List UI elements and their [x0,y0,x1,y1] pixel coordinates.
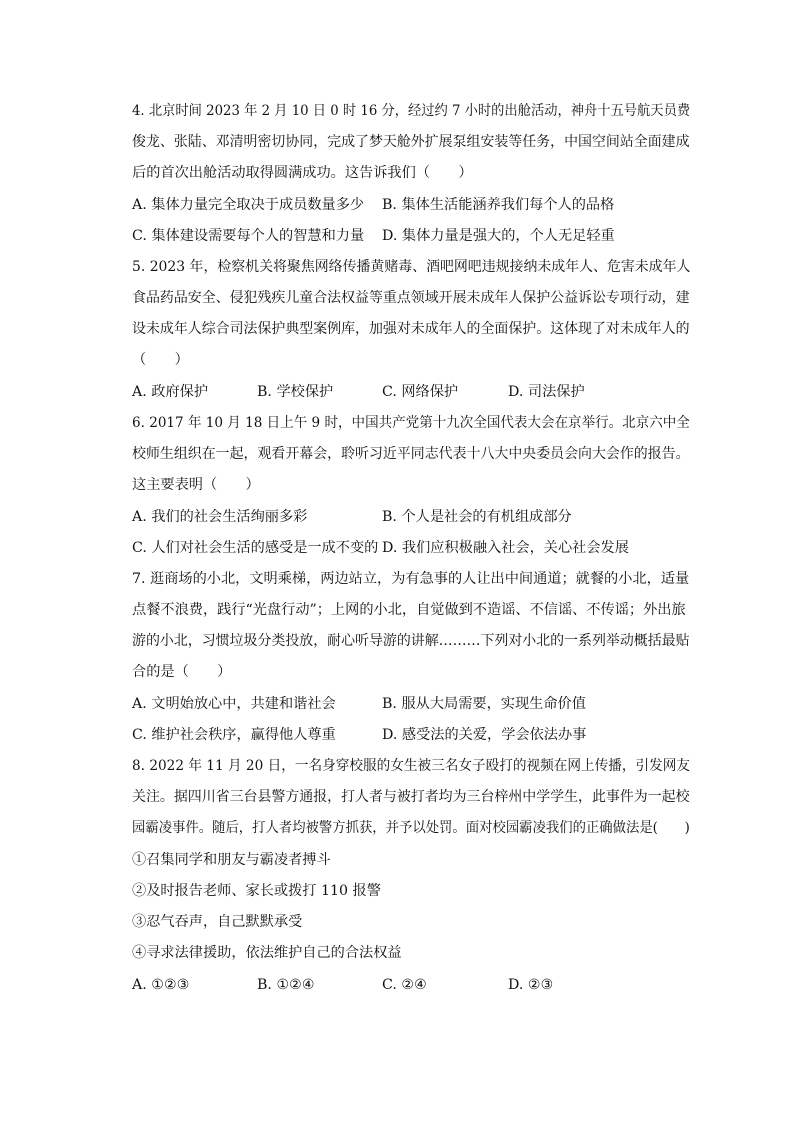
question-7-line-3: 游的小北，习惯垃圾分类投放，耐心听导游的讲解………下列对小北的一系列举动概括最贴 [132,633,690,649]
question-4-line-3: 后的首次出舱活动取得圆满成功。这告诉我们（ ） [132,165,473,181]
question-8-option-b: B. ①②④ [257,977,315,993]
question-8-option-d: D. ②③ [508,977,554,993]
question-7-option-a: A. 文明始放心中，共建和谐社会 [132,696,336,712]
question-8-option-a: A. ①②③ [132,977,190,993]
question-6-line-2: 校师生组织在一起，观看开幕会，聆听习近平同志代表十八大中央委员会向大会作的报告。 [132,446,690,462]
question-4-option-a: A. 集体力量完全取决于成员数量多少 [132,197,365,213]
question-4-option-b: B. 集体生活能涵养我们每个人的品格 [382,197,615,213]
question-8-choice-4: ④寻求法律援助，依法维护自己的合法权益 [132,945,402,961]
question-4-line-2: 俊龙、张陆、邓清明密切协同，完成了梦天舱外扩展泵组安装等任务，中国空间站全面建成 [132,134,690,150]
question-6-option-c: C. 人们对社会生活的感受是一成不变的 [132,540,379,556]
question-6-option-a: A. 我们的社会生活绚丽多彩 [132,509,308,525]
question-5-line-3: 设未成年人综合司法保护典型案例库，加强对未成年人的全面保护。这体现了对未成年人的 [132,321,690,337]
question-7-option-d: D. 感受法的关爱，学会依法办事 [382,727,587,743]
question-8-option-c: C. ②④ [382,977,427,993]
question-7-line-2: 点餐不浪费，践行“光盘行动”；上网的小北，自觉做到不造谣、不信谣、不传谣；外出旅 [132,602,686,618]
question-5-line-4: （ ） [132,352,189,368]
question-8-line-1: 8. 2022 年 11 月 20 日，一名身穿校服的女生被三名女子殴打的视频在网上传播，引发网友 [132,758,690,774]
question-6-option-d: D. 我们应积极融入社会，关心社会发展 [382,540,629,556]
question-4-option-d: D. 集体力量是强大的，个人无足轻重 [382,228,615,244]
question-8-choice-3: ③忍气吞声，自己默默承受 [132,914,303,930]
question-6-option-b: B. 个人是社会的有机组成部分 [382,509,572,525]
question-7-line-4: 合的是（ ） [132,664,232,680]
question-8-line-3: 园霸凌事件。随后，打人者均被警方抓获，并予以处罚。面对校园霸凌我们的正确做法是( ) [132,820,690,836]
question-5-option-c: C. 网络保护 [382,384,459,400]
question-4-option-c: C. 集体建设需要每个人的智慧和力量 [132,228,365,244]
question-8-line-2: 关注。据四川省三台县警方通报，打人者与被打者均为三台梓州中学学生，此事件为一起校 [132,789,690,805]
question-5-option-a: A. 政府保护 [132,384,209,400]
question-8-choice-1: ①召集同学和朋友与霸凌者搏斗 [132,852,331,868]
question-7-option-c: C. 维护社会秩序，赢得他人尊重 [132,727,336,743]
question-5-line-2: 食品药品安全、侵犯残疾儿童合法权益等重点领域开展未成年人保护公益诉讼专项行动，建 [132,290,690,306]
question-4-line-1: 4. 北京时间 2023 年 2 月 10 日 0 时 16 分，经过约 7 小时的出舱活动，神舟十五号航天员费 [132,103,691,119]
question-6-line-1: 6. 2017 年 10 月 18 日上午 9 时，中国共产党第十九次全国代表大会在京举行。北京六中全 [132,415,690,431]
question-5-option-b: B. 学校保护 [257,384,334,400]
question-7-line-1: 7. 逛商场的小北，文明乘梯，两边站立，为有急事的人让出中间通道；就餐的小北，适量 [132,571,690,587]
question-5-line-1: 5. 2023 年，检察机关将聚焦网络传播黄赌毒、酒吧网吧违规接纳未成年人、危害未成年人 [132,259,691,275]
question-7-option-b: B. 服从大局需要，实现生命价值 [382,696,586,712]
question-6-line-3: 这主要表明（ ） [132,477,260,493]
question-8-choice-2: ②及时报告老师、家长或拨打 110 报警 [132,883,381,899]
question-5-option-d: D. 司法保护 [508,384,585,400]
